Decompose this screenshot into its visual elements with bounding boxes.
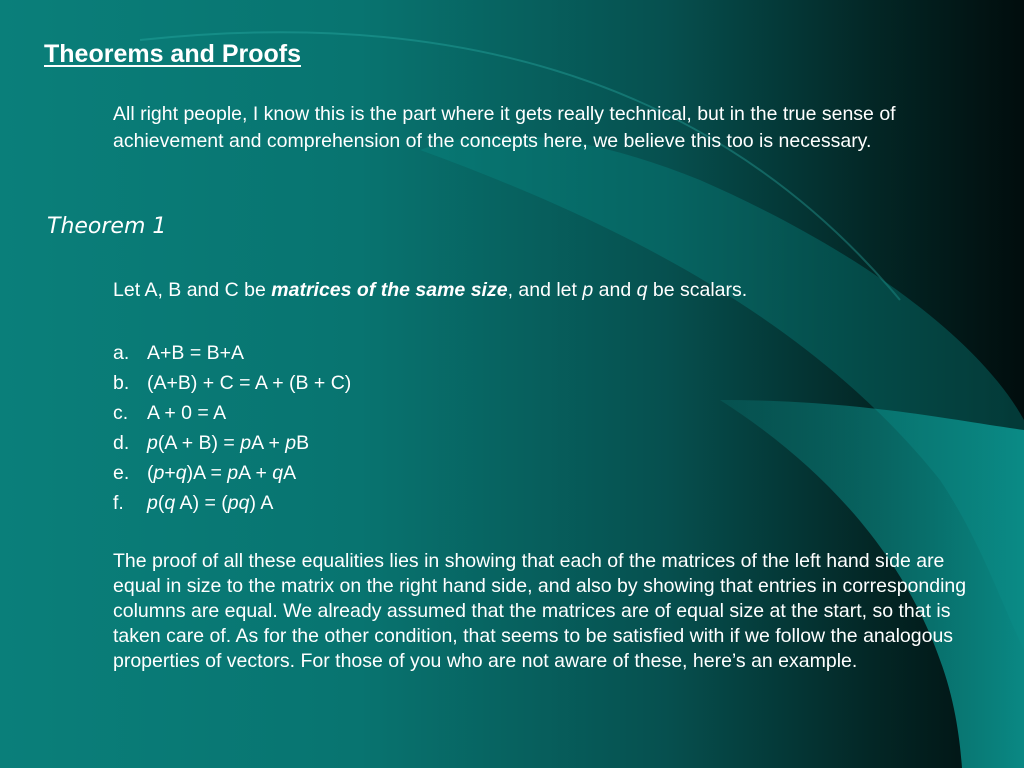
- statement-text: , and let: [507, 279, 583, 301]
- equation-text: )A =: [186, 462, 228, 484]
- slide-title: Theorems and Proofs: [44, 40, 301, 68]
- scalar-symbol: p: [285, 432, 297, 454]
- equation-text: A: [283, 462, 297, 484]
- property-item: [113, 338, 351, 368]
- equation-text: +: [164, 462, 176, 484]
- property-label: e.: [113, 462, 130, 484]
- scalar-symbol: q: [164, 492, 176, 514]
- scalar-symbol: q: [272, 462, 284, 484]
- scalar-p: p: [582, 279, 594, 301]
- scalar-symbol: p: [227, 462, 239, 484]
- scalar-symbol: pq: [227, 492, 250, 514]
- equation-text: (A+B) + C = A + (B + C): [147, 372, 352, 394]
- property-label: c.: [113, 402, 129, 424]
- statement-emphasis: matrices of the same size: [271, 279, 508, 301]
- equation-text: ) A: [249, 492, 274, 514]
- property-label: d.: [113, 432, 130, 454]
- theorem-statement: [113, 279, 747, 302]
- equation-text: B: [296, 432, 310, 454]
- equation-text: (A + B) =: [157, 432, 241, 454]
- property-item: [113, 428, 351, 458]
- equation-text: A + 0 = A: [147, 402, 227, 424]
- property-item: [113, 398, 351, 428]
- equation-text: A+B = B+A: [147, 342, 245, 364]
- statement-text: and: [593, 279, 637, 301]
- statement-text: be scalars.: [647, 279, 748, 301]
- proof-paragraph: The proof of all these equalities lies in showing that each of the matrices of the left hand side are equal in size to the matrix on the right hand side, and also by showing that entries in corresponding columns are equal. We already assumed that the matrices are of equal size at the start, so that is taken care of. As for the other condition, that seems to be satisfied with if we follow the analogous properties of vectors. For those of you who are not aware of these, here’s an example.: [113, 550, 967, 672]
- property-item: [113, 488, 351, 518]
- scalar-symbol: q: [175, 462, 187, 484]
- property-item: [113, 368, 351, 398]
- scalar-symbol: p: [147, 492, 158, 514]
- scalar-symbol: p: [240, 432, 252, 454]
- statement-text: Let A, B and C be: [113, 279, 272, 301]
- property-label: a.: [113, 342, 130, 364]
- property-label: b.: [113, 372, 130, 394]
- equation-text: (: [157, 492, 165, 514]
- scalar-symbol: p: [147, 432, 158, 454]
- property-item: [113, 458, 351, 488]
- theorem-heading: Theorem 1: [47, 214, 167, 239]
- equation-text: (: [147, 462, 154, 484]
- scalar-symbol: p: [153, 462, 165, 484]
- property-label: f.: [113, 492, 124, 514]
- equation-text: A +: [251, 432, 286, 454]
- intro-paragraph: All right people, I know this is the part where it gets really technical, but in the true sense of achievement and comprehension of the concepts here, we believe this too is necessary.: [113, 103, 896, 152]
- equation-text: A +: [238, 462, 273, 484]
- property-list: [113, 338, 351, 518]
- scalar-q: q: [636, 279, 648, 301]
- equation-text: A) = (: [175, 492, 228, 514]
